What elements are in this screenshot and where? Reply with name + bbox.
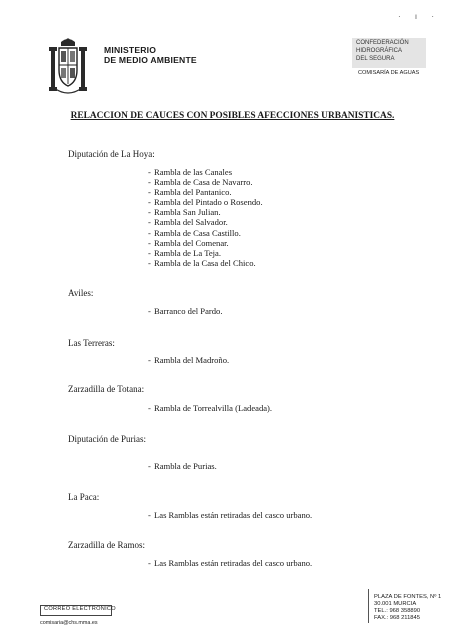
list-item: - Rambla de las Canales bbox=[148, 167, 233, 177]
list-item: - Rambla de Purias. bbox=[148, 461, 217, 471]
item-text: Rambla de Casa de Navarro. bbox=[154, 177, 253, 188]
address-line-3: TEL.: 968 358890 bbox=[374, 608, 421, 614]
location-heading: Zarzadilla de Ramos: bbox=[68, 540, 145, 550]
rambla-list bbox=[148, 167, 263, 268]
item-text: Rambla de Casa Castillo. bbox=[154, 227, 241, 238]
item-text: Rambla de Torrealvilla (Ladeada). bbox=[154, 403, 273, 413]
location-heading: Zarzadilla de Totana: bbox=[68, 384, 145, 394]
list-item: - Rambla de Casa Castillo. bbox=[148, 227, 241, 238]
comisaria-label: COMISARÍA DE AGUAS bbox=[358, 70, 420, 76]
item-text: Rambla de la Casa del Chico. bbox=[154, 257, 256, 268]
item-text: Rambla del Pantanico. bbox=[154, 187, 232, 198]
item-text: Las Ramblas están retiradas del casco urbano. bbox=[154, 510, 313, 520]
chs-line-3: DEL SEGURA bbox=[356, 55, 395, 62]
item-text: Barranco del Pardo. bbox=[154, 306, 223, 316]
item-text: Rambla del Salvador. bbox=[154, 217, 228, 228]
item-text: Rambla San Julian. bbox=[154, 207, 221, 218]
list-item: - Las Ramblas están retiradas del casco urbano. bbox=[148, 558, 313, 568]
list-item: - Rambla San Julian. bbox=[148, 207, 221, 218]
correo-label: CORREO ELECTRONICO bbox=[44, 606, 116, 612]
list-item: - Rambla del Comenar. bbox=[148, 237, 229, 248]
ministry-line-2: DE MEDIO AMBIENTE bbox=[104, 55, 197, 65]
address-line-1: PLAZA DE FONTES, Nº 1 bbox=[374, 594, 442, 600]
ministry-line-1: MINISTERIO bbox=[104, 45, 157, 55]
footer-divider bbox=[368, 589, 369, 623]
item-text: Rambla de las Canales bbox=[154, 167, 233, 177]
location-heading: La Paca: bbox=[68, 492, 100, 502]
address-line-2: 30.001 MURCIA bbox=[374, 601, 417, 607]
chs-name bbox=[356, 40, 409, 63]
item-text: Las Ramblas están retiradas del casco urbano. bbox=[154, 558, 313, 568]
email-address: comisaria@chs.mma.es bbox=[40, 620, 98, 626]
page-marks: · ı · bbox=[398, 12, 440, 21]
coat-of-arms-icon bbox=[48, 36, 88, 98]
list-item: - Las Ramblas están retiradas del casco urbano. bbox=[148, 510, 313, 520]
location-heading: Diputación de La Hoya: bbox=[68, 149, 155, 159]
postal-address bbox=[374, 594, 441, 622]
item-text: Rambla de Purias. bbox=[154, 461, 217, 471]
list-item: - Barranco del Pardo. bbox=[148, 306, 223, 316]
list-item: - Rambla de la Casa del Chico. bbox=[148, 257, 256, 268]
list-item: - Rambla del Salvador. bbox=[148, 217, 228, 228]
chs-line-1: CONFEDERACIÓN bbox=[356, 40, 409, 46]
item-text: Rambla del Madroño. bbox=[154, 355, 230, 365]
list-item: - Rambla del Pintado o Rosendo. bbox=[148, 197, 263, 208]
location-heading: Las Terreras: bbox=[68, 338, 115, 348]
item-text: Rambla del Pintado o Rosendo. bbox=[154, 197, 263, 208]
location-heading: Diputación de Purias: bbox=[68, 434, 146, 444]
list-item: - Rambla del Madroño. bbox=[148, 355, 230, 365]
item-text: Rambla del Comenar. bbox=[154, 237, 229, 248]
item-text: Rambla de La Teja. bbox=[154, 247, 222, 258]
list-item: - Rambla de Torrealvilla (Ladeada). bbox=[148, 403, 273, 413]
list-item: - Rambla de La Teja. bbox=[148, 247, 222, 258]
location-heading: Aviles: bbox=[68, 288, 94, 298]
address-line-4: FAX.: 968 211845 bbox=[374, 615, 420, 621]
ministry-name bbox=[104, 45, 197, 65]
chs-line-2: HIDROGRÁFICA bbox=[356, 47, 403, 54]
document-title: RELACCION DE CAUCES CON POSIBLES AFECCIONES URBANISTICAS. bbox=[70, 111, 395, 121]
list-item: - Rambla del Pantanico. bbox=[148, 187, 232, 198]
list-item: - Rambla de Casa de Navarro. bbox=[148, 177, 253, 188]
